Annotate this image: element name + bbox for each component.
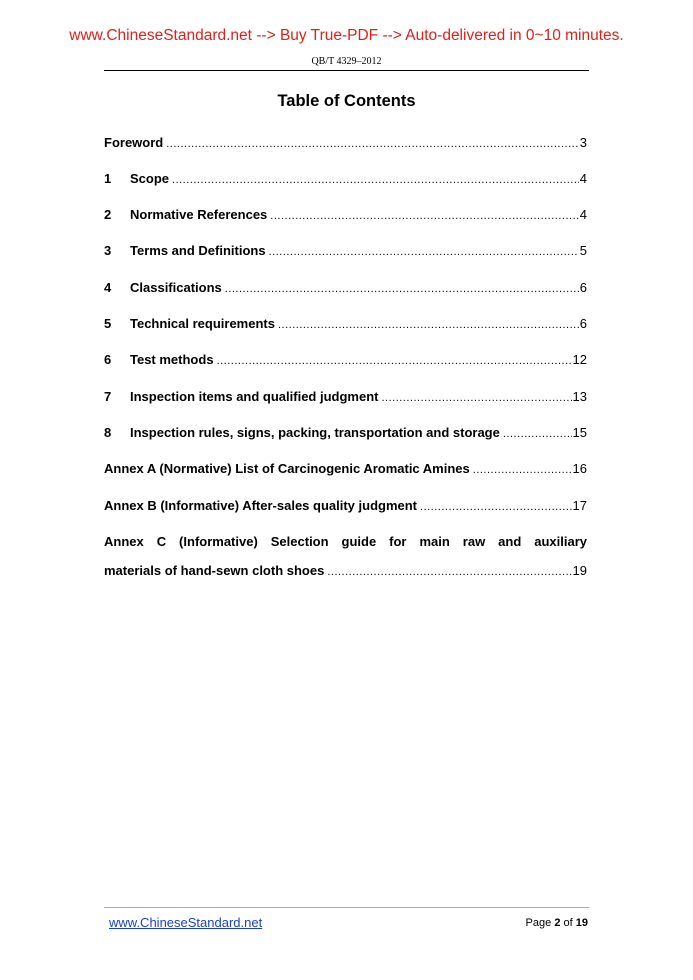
toc-entry-number: 4 — [104, 280, 112, 295]
toc-entry-number: 2 — [104, 207, 112, 222]
toc-entry-text: Terms and Definitions — [130, 243, 266, 258]
toc-leader-dots — [503, 424, 572, 444]
toc-entry-classifications[interactable] — [104, 278, 587, 298]
toc-leader-dots — [278, 315, 579, 335]
toc-entry-page: 4 — [579, 207, 587, 222]
toc-entry-text: Scope — [130, 171, 170, 186]
toc-entry-text: Normative References — [130, 207, 268, 222]
header-rule — [104, 70, 589, 71]
toc-entry-text: Test methods — [130, 352, 214, 367]
toc-entry-text: Annex A (Normative) List of Carcinogenic Aromatic Amines — [104, 461, 470, 476]
toc-entry-annex-a[interactable] — [104, 459, 587, 479]
toc-leader-dots — [420, 497, 572, 517]
page-total: 19 — [575, 917, 588, 929]
toc-entry-scope[interactable] — [104, 169, 587, 189]
toc-entry-number: 7 — [104, 389, 112, 404]
banner-text: www.ChineseStandard.net --> Buy True-PDF --> Auto-delivered in 0~10 minutes. — [69, 27, 624, 44]
toc-entry-text: Inspection items and qualified judgment — [130, 389, 379, 404]
toc-entry-terms[interactable] — [104, 241, 587, 261]
toc-entry-page: 12 — [572, 352, 587, 367]
toc-leader-dots — [270, 206, 578, 226]
toc-leader-dots — [327, 562, 571, 582]
toc-entry-number: 8 — [104, 425, 112, 440]
toc-entry-annex-c-line1[interactable]: Annex C (Informative) Selection guide for main raw and auxiliary — [104, 534, 587, 549]
toc-entry-number: 3 — [104, 243, 112, 258]
toc-entry-foreword[interactable] — [104, 133, 587, 153]
toc-entry-text: Foreword — [104, 135, 164, 150]
page-of: of — [563, 917, 573, 929]
toc-entry-number: 1 — [104, 171, 112, 186]
toc-entry-page: 16 — [572, 461, 587, 476]
toc-entry-number: 5 — [104, 316, 112, 331]
page-prefix: Page — [525, 917, 552, 929]
toc-leader-dots — [217, 351, 572, 371]
toc-entry-normative-references[interactable] — [104, 205, 587, 225]
footer-rule — [104, 907, 589, 908]
toc-entry-inspection-rules[interactable] — [104, 423, 587, 443]
toc-entry-page: 19 — [572, 563, 587, 578]
toc-entry-page: 3 — [579, 135, 587, 150]
toc-leader-dots — [473, 460, 572, 480]
footer-website-link[interactable]: www.ChineseStandard.net — [109, 915, 263, 930]
toc-leader-dots — [381, 388, 571, 408]
toc-entry-page: 6 — [579, 280, 587, 295]
toc-entry-text: Inspection rules, signs, packing, transportation and storage — [130, 425, 500, 440]
toc-entry-text: Annex B (Informative) After-sales quality judgment — [104, 498, 418, 513]
toc-entry-text: materials of hand-sewn cloth shoes — [104, 563, 325, 578]
footer-page-number — [526, 917, 588, 929]
toc-entry-page: 15 — [572, 425, 587, 440]
toc-entry-page: 6 — [579, 316, 587, 331]
toc-entry-technical-requirements[interactable] — [104, 314, 587, 334]
toc-leader-dots — [166, 134, 579, 154]
toc-entry-text: Technical requirements — [130, 316, 275, 331]
page-current: 2 — [554, 917, 561, 929]
toc-entry-annex-c[interactable] — [104, 561, 587, 581]
standard-code: QB/T 4329–2012 — [311, 56, 382, 67]
toc-leader-dots — [269, 242, 579, 262]
toc-title: Table of Contents — [277, 92, 416, 110]
toc-entry-text: Classifications — [130, 280, 222, 295]
toc-entry-page: 4 — [579, 171, 587, 186]
toc-entry-inspection-items[interactable] — [104, 387, 587, 407]
toc-entry-page: 17 — [572, 498, 587, 513]
toc-entry-page: 13 — [572, 389, 587, 404]
toc-entry-page: 5 — [579, 243, 587, 258]
toc-entry-annex-b[interactable] — [104, 496, 587, 516]
toc-leader-dots — [225, 279, 579, 299]
toc-entry-number: 6 — [104, 352, 112, 367]
toc-leader-dots — [172, 170, 579, 190]
toc-entry-test-methods[interactable] — [104, 350, 587, 370]
